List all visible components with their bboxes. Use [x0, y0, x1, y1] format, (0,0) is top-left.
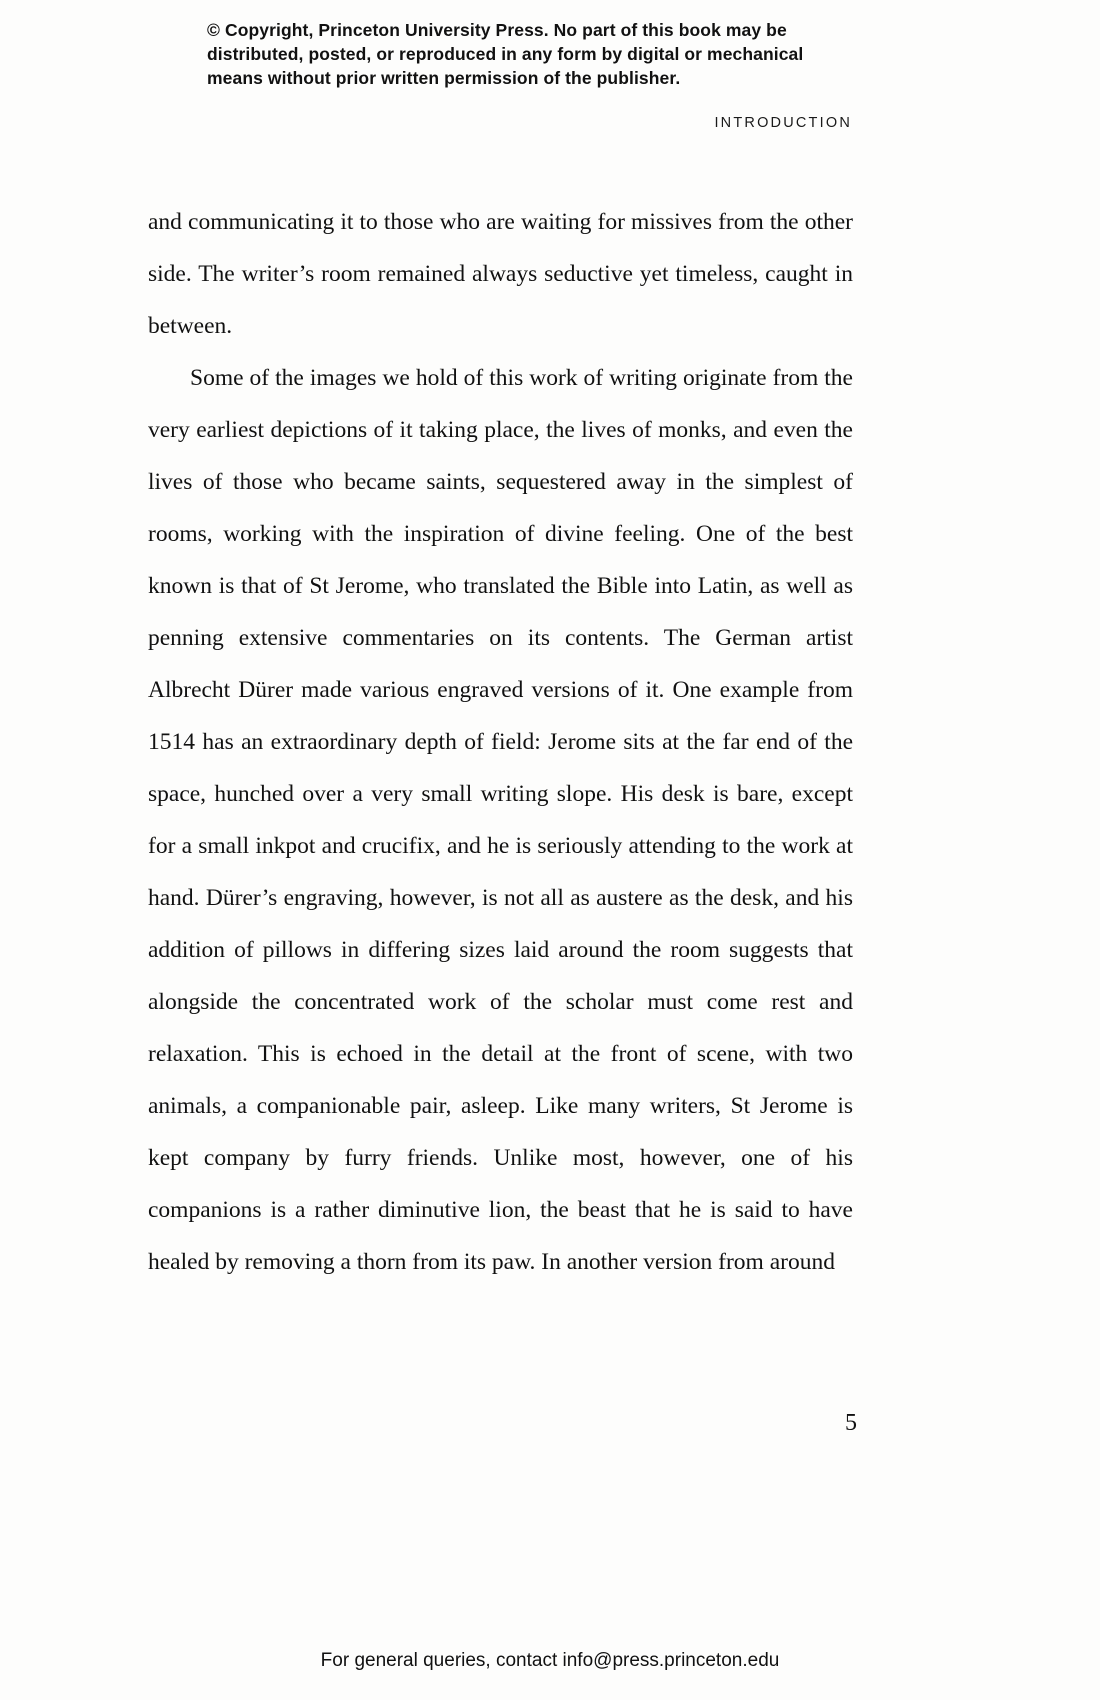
footer-query-note: For general queries, contact info@press.princeton.edu: [320, 1650, 780, 1671]
paragraph: Some of the images we hold of this work of writing originate from the very earliest depictions of it taking place, the lives of monks, and even the lives of those who became saints, sequestered away in the simplest of rooms, working with the inspiration of divine feeling. One of the best known is that of St Jerome, who translated the Bible into Latin, as well as penning extensive commentaries on its contents. The German artist Albrecht Dürer made various engraved versions of it. One example from 1514 has an extraordinary depth of field: Jerome sits at the far end of the space, hunched over a very small writing slope. His desk is bare, except for a small inkpot and crucifix, and he is seriously attending to the work at hand. Dürer’s engraving, however, is not all as austere as the desk, and his addition of pillows in differing sizes laid around the room suggests that alongside the concentrated work of the scholar must come rest and relaxation. This is echoed in the detail at the front of scene, with two animals, a companionable pair, asleep. Like many writers, St Jerome is kept company by furry friends. Unlike most, however, one of his companions is a rather diminutive lion, the beast that he is said to have healed by removing a thorn from its paw. In another version from around: [148, 365, 853, 1275]
copyright-notice: © Copyright, Princeton University Press. No part of this book may be distributed, posted, or reproduced in any form by digital or mechanical means without prior written permission of the publisher.: [207, 20, 804, 89]
running-head: INTRODUCTION: [714, 115, 852, 131]
paragraph: and communicating it to those who are waiting for missives from the other side. The writer’s room remained always seductive yet timeless, caught in between.: [148, 209, 853, 339]
page-number: 5: [845, 1410, 857, 1436]
body-text: [148, 196, 853, 1288]
